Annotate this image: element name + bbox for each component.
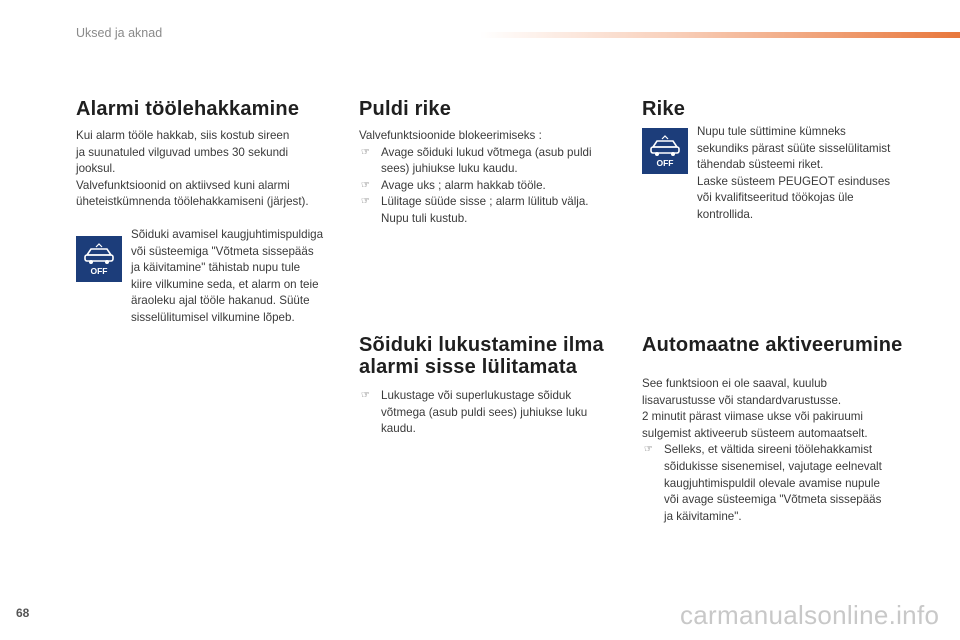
text-line: jooksul. bbox=[76, 162, 116, 176]
text-line: kaugjuhtimispuldil olevale avamise nupule bbox=[664, 476, 880, 490]
heading-line: Sõiduki lukustamine ilma bbox=[359, 334, 604, 356]
text-line: Selleks, et vältida sireeni töölehakkamist bbox=[664, 443, 873, 457]
text-line: Valvefunktsioonide blokeerimiseks : bbox=[359, 129, 542, 142]
column-failure bbox=[642, 98, 912, 120]
text-line: sees) juhiukse luku kaudu. bbox=[381, 162, 518, 176]
alarm-off-icon bbox=[642, 128, 688, 174]
text-line: sõidukisse sisenemisel, vajutage eelnevalt bbox=[664, 459, 882, 473]
text-line: või kvalifitseeritud töökojas üle bbox=[697, 191, 854, 205]
text-line: tähendab süsteemi riket. bbox=[697, 158, 824, 172]
text-line: Lukustage või superlukustage sõiduk bbox=[381, 389, 572, 402]
heading-line: alarmi sisse lülitamata bbox=[359, 356, 578, 378]
heading-lock-without-alarm bbox=[359, 334, 619, 378]
column-lock-without-alarm bbox=[359, 334, 619, 438]
text-line: äraoleku ajal tööle hakanud. Süüte bbox=[131, 294, 310, 308]
text-line: kiire vilkumine seda, et alarm on teie bbox=[131, 277, 319, 291]
text-line: või avage süsteemiga "Võtmeta sissepääs bbox=[664, 493, 882, 507]
text-line: Sõiduki avamisel kaugjuhtimispuldiga bbox=[131, 228, 324, 241]
list-item bbox=[359, 178, 619, 195]
heading-failure: Rike bbox=[642, 98, 686, 120]
text-line: Avage uks ; alarm hakkab tööle. bbox=[381, 178, 546, 192]
header-accent-bar bbox=[480, 32, 960, 38]
text-line: ja käivitamine" tähistab nupu tule bbox=[131, 261, 301, 275]
text-line: sulgemist aktiveerub süsteem automaatselt. bbox=[642, 426, 868, 440]
page-number: 68 bbox=[16, 606, 30, 620]
text-line: või süsteemiga "Võtmeta sissepääs bbox=[131, 244, 314, 258]
column-remote-failure bbox=[359, 98, 619, 228]
text-line: kaudu. bbox=[381, 422, 416, 436]
text-line: See funktsioon ei ole saaval, kuulub bbox=[642, 377, 827, 390]
text-line: Lülitage süüde sisse ; alarm lülitub välja. bbox=[381, 195, 589, 209]
column-automatic-activation bbox=[642, 334, 922, 525]
alarm-off-icon bbox=[76, 236, 122, 282]
pointing-hand-icon: ☞ bbox=[361, 390, 370, 401]
text-line: Kui alarm tööle hakkab, siis kostub sireen bbox=[76, 129, 290, 142]
text-line: Avage sõiduki lukud võtmega (asub puldi bbox=[381, 145, 592, 159]
list-item bbox=[359, 145, 619, 178]
heading-automatic-activation: Automaatne aktiveerumine bbox=[642, 334, 903, 356]
text-line: Nupu tule süttimine kümneks bbox=[697, 125, 846, 138]
text-line: ja suunatuled vilguvad umbes 30 sekundi bbox=[76, 145, 289, 159]
text-line: sekundiks pärast süüte sisselülitamist bbox=[697, 141, 891, 155]
pointing-hand-icon: ☞ bbox=[644, 444, 653, 456]
heading-remote-failure: Puldi rike bbox=[359, 98, 452, 120]
column-alarm-trigger bbox=[76, 98, 346, 211]
section-title: Uksed ja aknad bbox=[76, 26, 163, 40]
text-line: võtmega (asub puldi sees) juhiukse luku bbox=[381, 405, 588, 419]
icon-off-label: OFF bbox=[90, 266, 108, 276]
icon-off-label: OFF bbox=[656, 158, 674, 168]
text-line: kontrollida. bbox=[697, 207, 754, 221]
text-line: Valvefunktsioonid on aktiivsed kuni alarmi bbox=[76, 178, 290, 192]
text-line: Nupu tuli kustub. bbox=[381, 211, 468, 225]
list-item bbox=[359, 194, 619, 227]
column-failure-detail bbox=[697, 124, 922, 224]
text-line: üheteistkümnenda töölehakkamiseni (järjest). bbox=[76, 195, 309, 209]
list-item bbox=[359, 388, 619, 438]
text-line: Laske süsteem PEUGEOT esinduses bbox=[697, 174, 891, 188]
text-line: lisavarustusse või standardvarustusse. bbox=[642, 393, 842, 407]
column-alarm-trigger-detail bbox=[131, 227, 346, 327]
text-line: ja käivitamine". bbox=[664, 509, 742, 523]
text-line: sisselülitumisel vilkumine lõpeb. bbox=[131, 310, 295, 324]
pointing-hand-icon: ☞ bbox=[361, 146, 370, 158]
pointing-hand-icon: ☞ bbox=[361, 179, 370, 191]
pointing-hand-icon: ☞ bbox=[361, 196, 370, 208]
text-line: 2 minutit pärast viimase ukse või pakiruumi bbox=[642, 410, 864, 424]
list-item bbox=[642, 442, 922, 525]
watermark: carmanualsonline.info bbox=[680, 600, 940, 630]
heading-alarm-trigger: Alarmi töölehakkamine bbox=[76, 98, 300, 120]
